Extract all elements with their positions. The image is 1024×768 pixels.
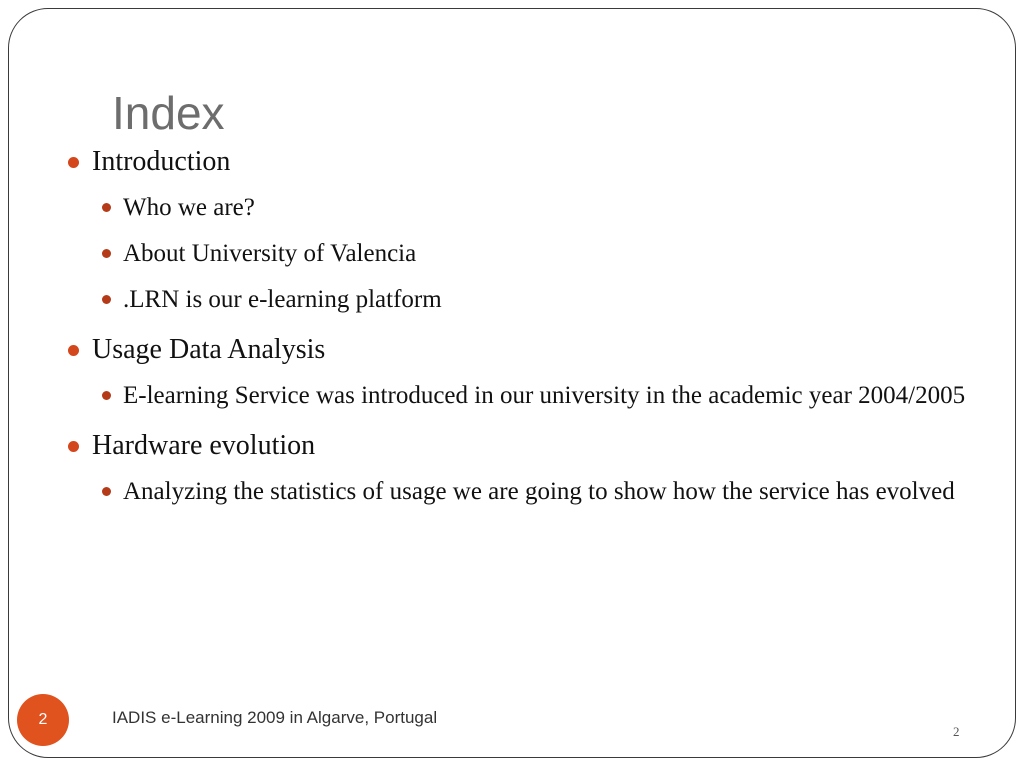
bullet-icon: [68, 345, 79, 356]
list-item-text: Hardware evolution: [92, 430, 316, 461]
slide-number-badge: 2: [17, 694, 69, 746]
sub-list-item-text: .LRN is our e-learning platform: [123, 286, 442, 313]
sub-list-item-text: Analyzing the statistics of usage we are going to show how the service has evolved: [123, 478, 955, 505]
bullet-icon: [68, 441, 79, 452]
list-item-text: Usage Data Analysis: [92, 334, 326, 365]
sub-list-item: [60, 188, 980, 228]
bullet-icon: [102, 249, 111, 258]
footer-text: IADIS e-Learning 2009 in Algarve, Portugal: [112, 708, 438, 727]
sub-list-item-text: Who we are?: [123, 194, 255, 221]
sub-list-item: [60, 376, 980, 416]
bullet-icon: [68, 157, 79, 168]
bullet-icon: [102, 295, 111, 304]
bullet-list: [60, 142, 980, 512]
sub-list-item-text: E-learning Service was introduced in our university in the academic year 2004/2005: [123, 382, 966, 409]
bullet-icon: [102, 487, 111, 496]
list-item-hardware-evolution: [60, 426, 980, 466]
list-item-introduction: [60, 142, 980, 182]
sub-list-item-text: About University of Valencia: [123, 240, 417, 267]
page-number: 2: [953, 724, 960, 739]
list-item-usage-data-analysis: [60, 330, 980, 370]
list-item-text: Introduction: [92, 146, 231, 177]
sub-list-item: [60, 280, 980, 320]
sub-list-item: [60, 234, 980, 274]
bullet-icon: [102, 391, 111, 400]
sub-list-item: [60, 472, 980, 512]
bullet-icon: [102, 203, 111, 212]
slide-title: Index: [112, 87, 225, 139]
